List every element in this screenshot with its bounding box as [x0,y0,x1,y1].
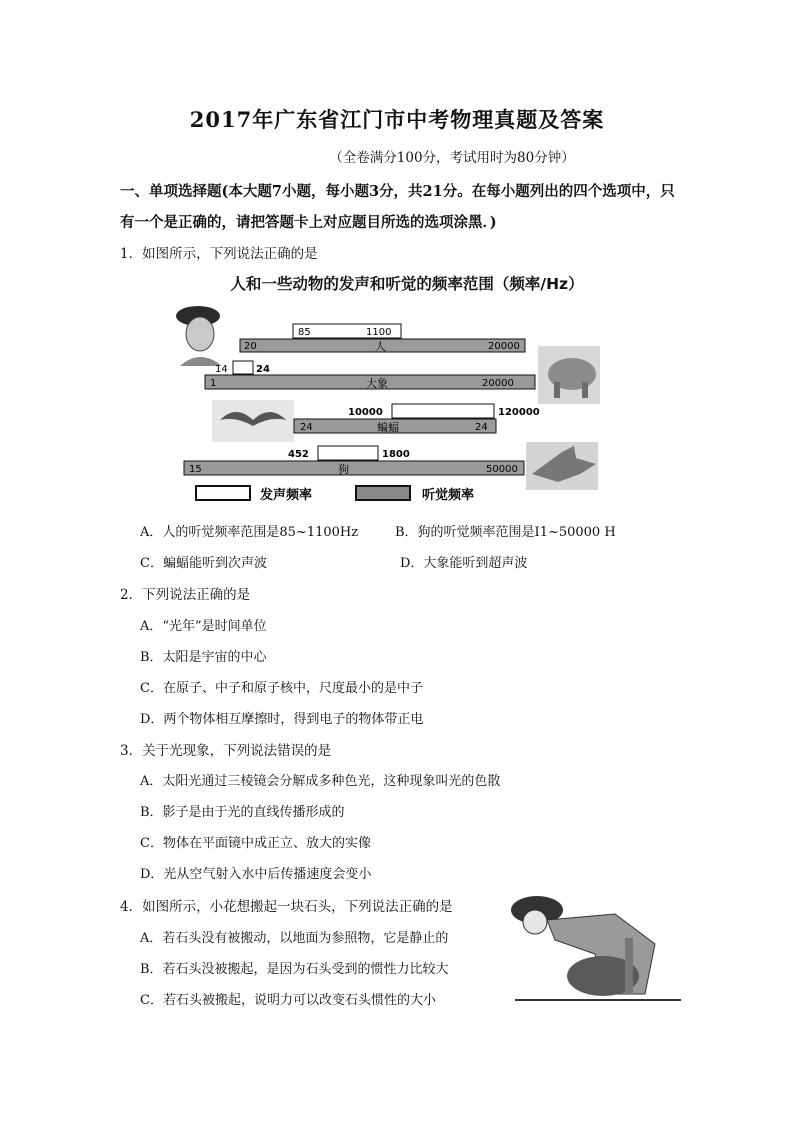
question-2-stem: 2．下列说法正确的是 [120,587,251,603]
human-hear-high: 20000 [488,341,520,352]
question-1-stem: 1．如图所示，下列说法正确的是 [120,246,318,262]
elephant-emit-high: 24 [256,364,270,375]
legend-hear-swatch [356,486,410,500]
q1-option-c: C．蝙蝠能听到次声波 [140,556,267,571]
elephant-illustration [538,346,600,404]
bat-hear-low: 24 [300,422,313,433]
elephant-hear-high: 20000 [482,378,514,389]
q4-option-c: C．若石头被搬起，说明力可以改变石头惯性的大小 [140,993,436,1008]
q3-option-d: D．光从空气射入水中后传播速度会变小 [140,867,372,882]
dog-emit-low: 452 [288,449,309,460]
person-illustration [176,306,222,366]
legend-emit-label: 发声频率 [260,488,313,503]
question-4-stem: 4．如图所示，小花想搬起一块石头，下列说法正确的是 [120,899,453,915]
elephant-emit-bar [233,361,253,374]
bat-hear-high: 24 [475,422,488,433]
q3-option-c: C．物体在平面镜中成正立、放大的实像 [140,836,371,851]
dog-emit-bar [318,446,378,460]
bat-name: 蝙蝠 [377,421,399,434]
elephant-name: 大象 [366,377,388,390]
human-hear-low: 20 [244,341,257,352]
human-emit-low: 85 [298,327,311,338]
dog-hear-low: 15 [189,464,202,475]
q2-option-c: C．在原子、中子和原子核中，尺度最小的是中子 [140,681,423,696]
q1-option-b: B．狗的听觉频率范围是I1~50000 H [395,525,616,540]
chart-title: 人和一些动物的发声和听觉的频率范围（频率/Hz） [230,275,584,293]
elephant-emit-low: 14 [215,364,228,375]
bat-emit-bar [392,404,494,418]
bat-emit-high: 120000 [498,407,540,418]
question-3-stem: 3．关于光现象，下列说法错误的是 [120,743,332,759]
legend-hear-label: 听觉频率 [422,488,475,503]
human-emit-high: 1100 [366,327,392,338]
section-heading-line2: 有一个是正确的，请把答题卡上对应题目所选的选项涂黑．) [120,214,497,231]
frequency-chart [170,296,610,508]
subtitle: （全卷满分100分，考试用时为80分钟） [329,150,575,166]
q2-option-a: A．“光年”是时间单位 [140,619,267,634]
human-name: 人 [375,340,386,353]
dog-emit-high: 1800 [382,449,410,460]
elephant-hear-low: 1 [210,378,217,389]
q2-option-b: B．太阳是宇宙的中心 [140,650,267,665]
dog-name: 狗 [338,463,349,476]
q4-option-a: A．若石头没有被搬动，以地面为参照物，它是静止的 [140,931,449,946]
q2-option-d: D．两个物体相互摩擦时，得到电子的物体带正电 [140,712,424,727]
bat-illustration [212,400,294,442]
dog-hear-bar [184,461,524,475]
q1-option-d: D．大象能听到超声波 [400,556,528,571]
bat-emit-low: 10000 [348,407,383,418]
q1-option-a: A．人的听觉频率范围是85~1100Hz [140,525,359,540]
q3-option-b: B．影子是由于光的直线传播形成的 [140,805,345,820]
q4-option-b: B．若石头没被搬起，是因为石头受到的惯性力比较大 [140,962,449,977]
girl-lifting-stone-illustration [495,884,685,1004]
q3-option-a: A．太阳光通过三棱镜会分解成多种色光，这种现象叫光的色散 [140,774,501,789]
section-heading-line1: 一、单项选择题(本大题7小题，每小题3分，共21分。在每小题列出的四个选项中，只 [120,183,675,200]
dog-illustration [526,442,598,490]
dog-hear-high: 50000 [486,464,518,475]
page-title: 2017年广东省江门市中考物理真题及答案 [189,107,605,132]
legend-emit-swatch [196,486,250,500]
